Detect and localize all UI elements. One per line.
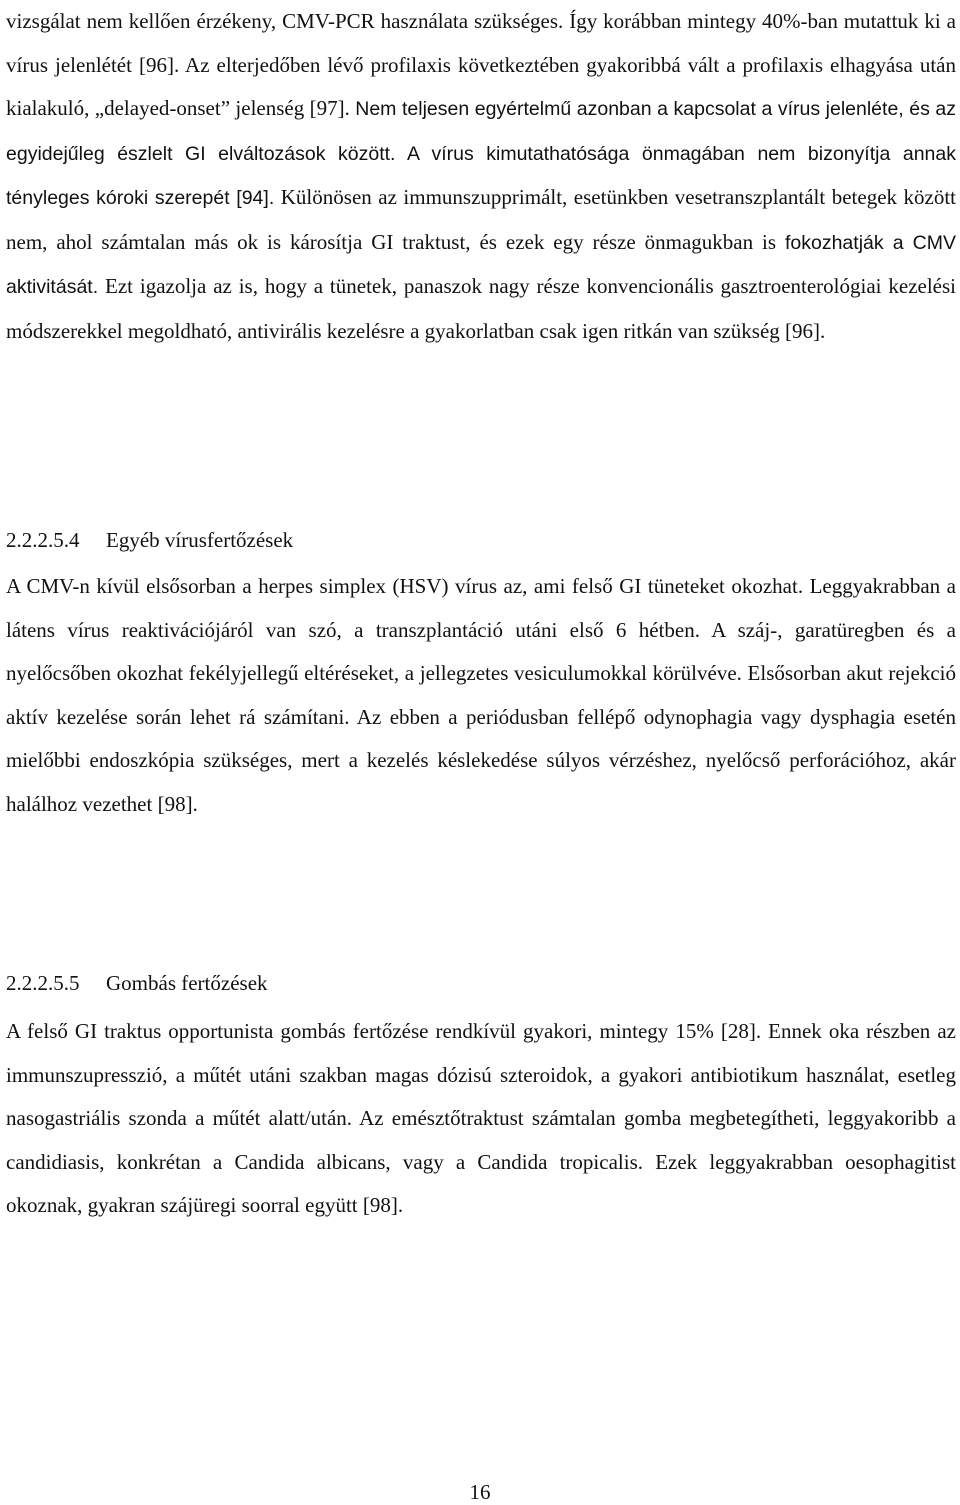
paragraph-hsv — [6, 565, 956, 826]
paragraph-fungal — [6, 1010, 956, 1228]
page-number: 16 — [469, 1480, 491, 1504]
section-number: 2.2.2.5.4 — [6, 528, 80, 552]
paragraph-sentence: vizsgálat nem kellően érzékeny, CMV-PCR használata szükséges. Így korábban mintegy 40%-ban mutattuk ki a vírus jelenlétét [96]. Az elterjedőben lévő profilaxis következtében gyakoribbá vált a profilaxis elhagyása után kialakuló, „delayed-onset” jelenség [97]. — [6, 9, 956, 120]
paragraph-cmv-diagnosis — [6, 0, 956, 353]
section-title: Egyéb vírusfertőzések — [106, 528, 294, 552]
paragraph-sentence: Nem teljesen egyértelmű azonban a kapcsolat a vírus jelenléte, és az egyidejűleg észlelt GI elváltozások között. A vírus kimutathatósága önmagában nem bizonyítja annak tényleges kóroki szerepét [94]. — [6, 98, 957, 209]
paragraph-sentence: Különösen az immunszupprimált, esetünkben vesetranszplantált betegek között nem, ahol számtalan más ok is károsítja GI traktust, és ezek egy része önmagukban is — [6, 185, 957, 254]
section-title: Gombás fertőzések — [106, 971, 268, 995]
paragraph-text: A CMV-n kívül elsősorban a herpes simplex (HSV) vírus az, ami felső GI tüneteket okozhat. Leggyakrabban a látens vírus reaktivációjáról van szó, a transzplantáció utáni első 6 hétben. A száj-, garatüregben és a nyelőcsőben okozhat fekélyjellegű eltéréseket, a jellegzetes vesiculumokkal körülvéve. Elsősorban akut rejekció aktív kezelése során lehet rá számítani. Az ebben a periódusban fellépő odynophagia vagy dysphagia esetén mielőbbi endoszkópia szükséges, mert a kezelés késlekedése súlyos vérzéshez, nyelőcső perforációhoz, akár halálhoz vezethet [98]. — [6, 574, 956, 816]
section-number: 2.2.2.5.5 — [6, 971, 80, 995]
paragraph-sentence: Ezt igazolja az is, hogy a tünetek, panaszok nagy része konvencionális gasztroenterológiai kezelési módszerekkel megoldható, antivirális kezelésre a gyakorlatban csak igen ritkán van szükség [96]. — [6, 274, 956, 343]
paragraph-text: A felső GI traktus opportunista gombás fertőzése rendkívül gyakori, mintegy 15% [28]. Ennek oka részben az immunszupresszió, a műtét utáni szakban magas dózisú szteroidok, a gyakori antibiotikum használat, esetleg nasogastriális szonda a műtét alatt/után. Az emésztőtraktust számtalan gomba megbetegítheti, leggyakoribb a candidiasis, konkrétan a Candida albicans, vagy a Candida tropicalis. Ezek leggyakrabban oesophagitist okoznak, gyakran szájüregi soorral együtt [98]. — [6, 1019, 956, 1217]
section-heading-other-viral-infections — [6, 524, 293, 556]
section-heading-fungal-infections — [6, 967, 268, 999]
paragraph-sentence: fokozhatják a CMV aktivitását. — [6, 231, 957, 298]
